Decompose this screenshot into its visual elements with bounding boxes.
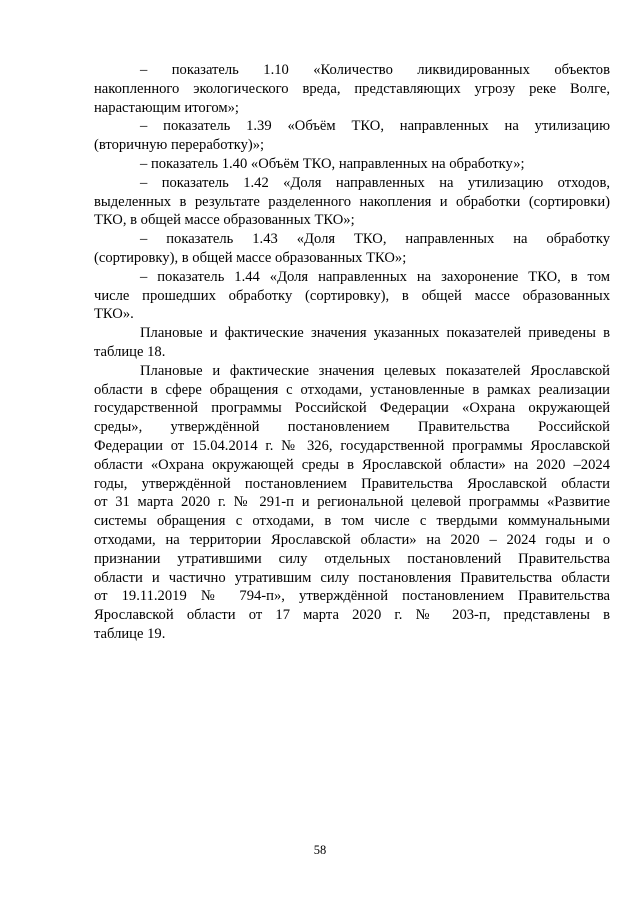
page-number: 58 [313, 843, 327, 857]
text-line: области в сфере обращения с отходами, установленные в рамках реализации [94, 381, 610, 398]
text-line: ТКО». [94, 306, 134, 323]
text-line: ТКО, в общей массе образованных ТКО»; [94, 212, 355, 229]
text-line: – показатель 1.10 «Количество ликвидированных объектов [140, 62, 610, 78]
text-line: области и частично утратившим силу постановления Правительства области [94, 569, 610, 586]
text-line: (сортировку), в общей массе образованных ТКО»; [94, 249, 407, 266]
paragraph [94, 155, 610, 174]
paragraph [94, 61, 610, 117]
paragraph [94, 174, 610, 230]
text-line: – показатель 1.39 «Объём ТКО, направленных на утилизацию [140, 118, 610, 135]
text-line: нарастающим итогом»; [94, 99, 239, 116]
text-line: от 19.11.2019 № 794-п», утверждённой постановлением Правительства [94, 588, 610, 605]
text-line: государственной программы Российской Федерации «Охрана окружающей [94, 400, 610, 417]
text-line: области «Охрана окружающей среды в Ярославской области» на 2020 –2024 [94, 456, 610, 473]
body-text [94, 61, 610, 644]
text-line: таблице 18. [94, 343, 166, 360]
text-line: Плановые и фактические значения целевых показателей Ярославской [140, 362, 610, 379]
text-line: – показатель 1.40 «Объём ТКО, направленных на обработку»; [140, 155, 525, 172]
text-line: выделенных в результате разделенного накопления и обработки (сортировки) [94, 193, 610, 210]
text-line: – показатель 1.44 «Доля направленных на захоронение ТКО, в том [140, 268, 610, 285]
text-line: среды», утверждённой постановлением Правительства Российской [94, 419, 610, 436]
paragraph [94, 268, 610, 324]
text-line: (вторичную переработку)»; [94, 137, 265, 154]
text-line: годы, утверждённой постановлением Правительства Ярославской области [94, 475, 610, 492]
paragraph [94, 362, 610, 644]
text-line: таблице 19. [94, 625, 166, 642]
text-line: накопленного экологического вреда, представляющих угрозу реке Волге, [94, 80, 610, 97]
text-line: – показатель 1.43 «Доля ТКО, направленных на обработку [140, 231, 610, 248]
text-line: системы обращения с отходами, в том числе с твердыми коммунальными [94, 513, 610, 530]
paragraph [94, 230, 610, 268]
text-line: – показатель 1.42 «Доля направленных на утилизацию отходов, [140, 174, 610, 191]
text-line: от 31 марта 2020 г. № 291-п и региональной целевой программы «Развитие [94, 494, 610, 511]
text-line: отходами, на территории Ярославской области» на 2020 – 2024 годы и о [94, 531, 610, 548]
text-line: Ярославской области от 17 марта 2020 г. № 203-п, представлены в [94, 607, 610, 624]
paragraph [94, 324, 610, 362]
text-line: числе прошедших обработку (сортировку), в общей массе образованных [94, 287, 610, 304]
paragraph [94, 117, 610, 155]
text-line: признании утратившими силу отдельных постановлений Правительства [94, 550, 610, 567]
text-line: Плановые и фактические значения указанных показателей приведены в [140, 325, 610, 342]
text-line: Федерации от 15.04.2014 г. № 326, государственной программы Ярославской [94, 437, 610, 454]
